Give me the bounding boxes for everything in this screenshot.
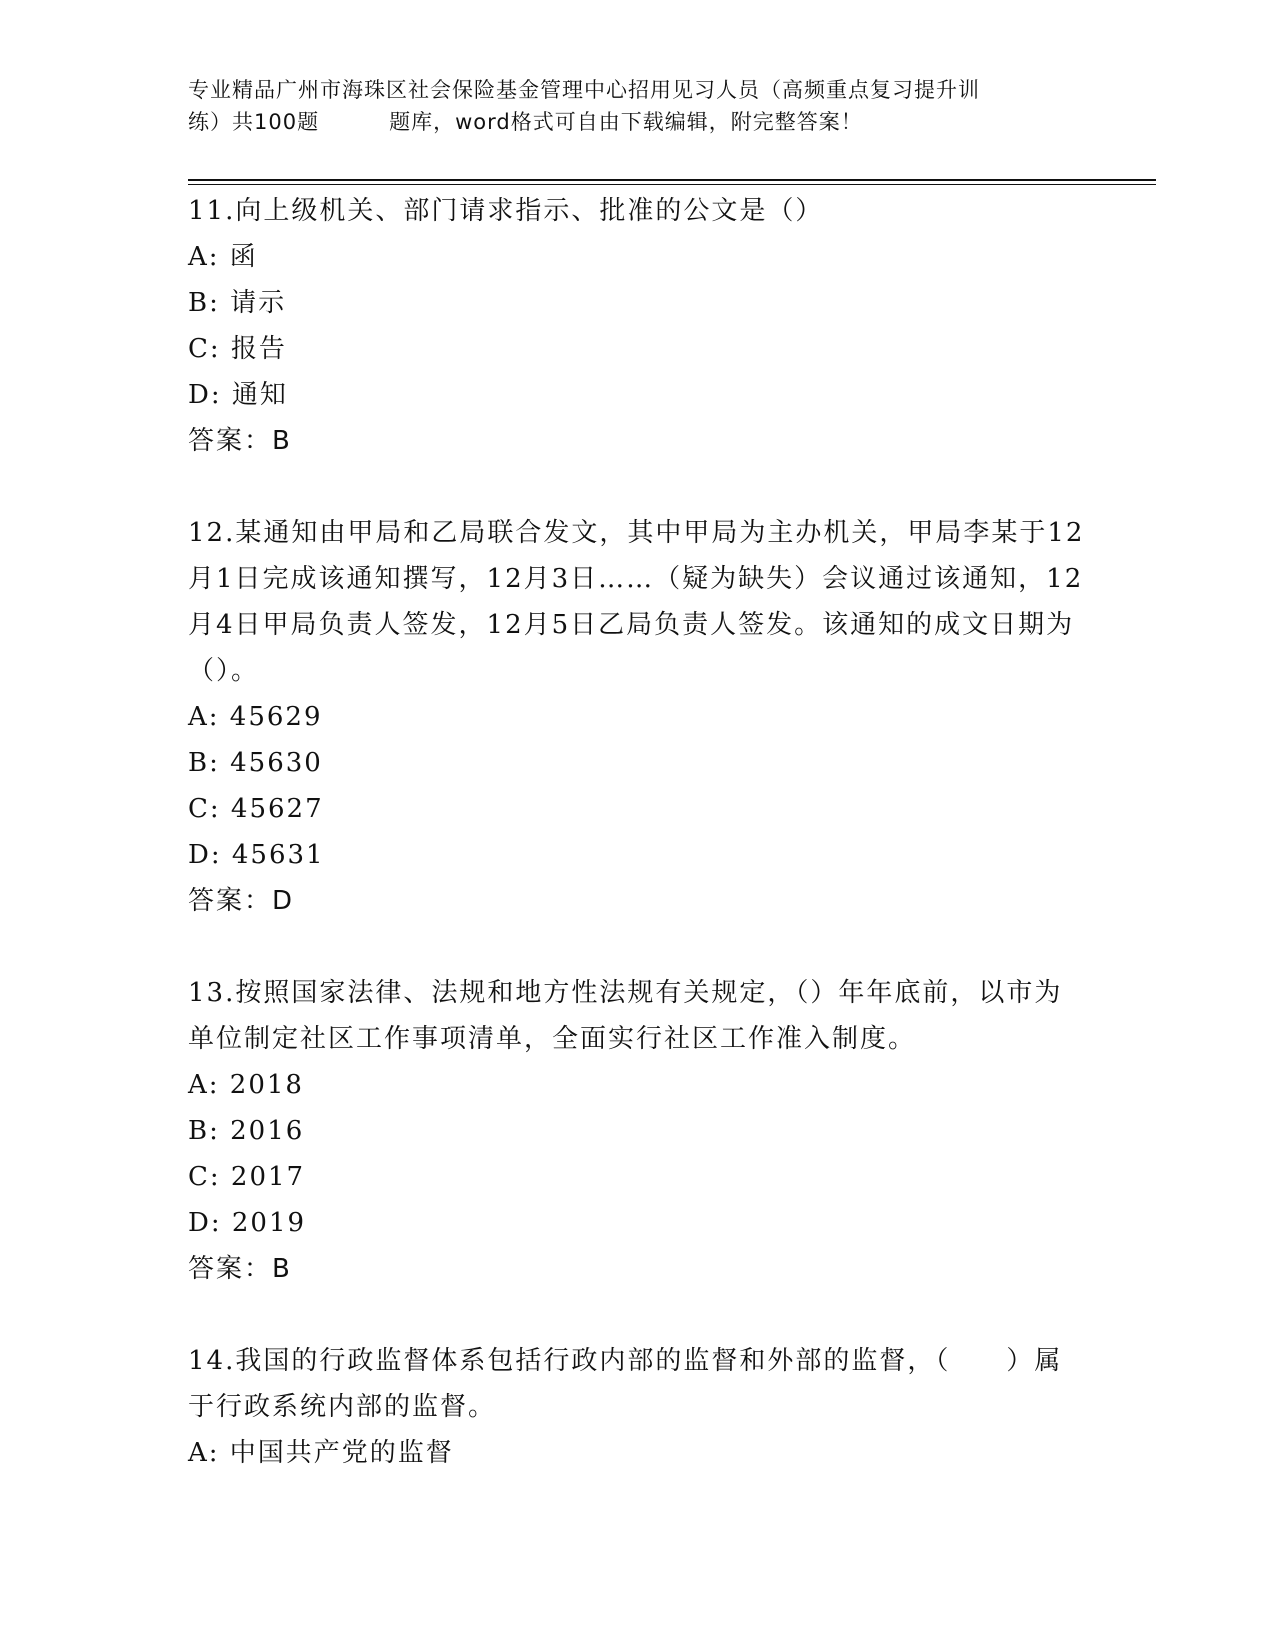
header-line-2: [188, 106, 1088, 138]
option-d: D: 45631: [188, 840, 325, 870]
question-12: [188, 510, 1088, 924]
answer: 答案：D: [188, 886, 295, 916]
option-a: A: 函: [188, 242, 258, 272]
question-stem: 11.向上级机关、部门请求指示、批准的公文是（）: [188, 196, 824, 226]
option-c: C: 45627: [188, 794, 324, 824]
option-c: C: 报告: [188, 334, 287, 364]
header-line-2-part-a: 练）共100题: [188, 110, 320, 134]
option-b: B: 2016: [188, 1116, 305, 1146]
question-list: [188, 188, 1088, 1522]
header-line-2-part-b: 题库，word格式可自由下载编辑，附完整答案！: [389, 110, 863, 134]
option-b: B: 请示: [188, 288, 287, 318]
option-a: A: 45629: [188, 702, 323, 732]
answer: 答案：B: [188, 1254, 292, 1284]
question-stem: 14.我国的行政监督体系包括行政内部的监督和外部的监督，（ ）属于行政系统内部的监督。: [188, 1346, 1063, 1422]
question-stem: 12.某通知由甲局和乙局联合发文，其中甲局为主办机关，甲局李某于12月1日完成该通知撰写，12月3日……（疑为缺失）会议通过该通知，12月4日甲局负责人签发，12月5日乙局负责人签发。该通知的成文日期为（）。: [188, 518, 1085, 686]
answer: 答案：B: [188, 426, 292, 456]
option-a: A: 中国共产党的监督: [188, 1438, 454, 1468]
question-13: [188, 970, 1088, 1292]
header-line-1: 专业精品广州市海珠区社会保险基金管理中心招用见习人员（高频重点复习提升训: [188, 78, 980, 102]
option-d: D: 通知: [188, 380, 288, 410]
option-a: A: 2018: [188, 1070, 304, 1100]
question-11: [188, 188, 1088, 464]
header-rule-thin: [188, 184, 1156, 185]
question-14: [188, 1338, 1088, 1476]
option-b: B: 45630: [188, 748, 323, 778]
question-stem: 13.按照国家法律、法规和地方性法规有关规定，（）年年底前，以市为单位制定社区工作事项清单，全面实行社区工作准入制度。: [188, 978, 1063, 1054]
option-d: D: 2019: [188, 1208, 307, 1238]
option-c: C: 2017: [188, 1162, 306, 1192]
header-rule-thick: [188, 179, 1156, 181]
document-header: [188, 74, 1088, 138]
